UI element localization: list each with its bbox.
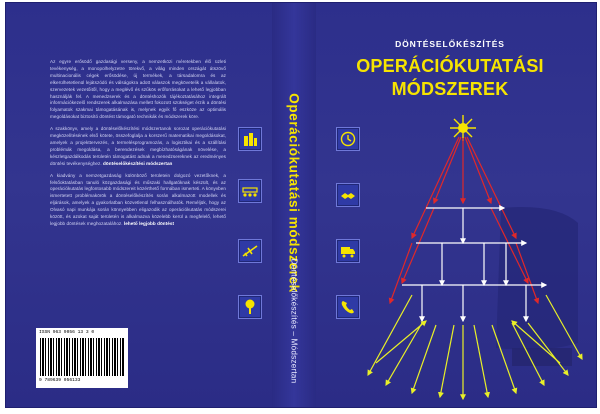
truck-icon [336, 239, 360, 263]
isbn-number: ISSN 963 9056 13 3 0 [39, 330, 95, 335]
clock-icon [336, 127, 360, 151]
barcode-digits: 9 789639 056133 [39, 378, 81, 383]
tree-icon [238, 295, 262, 319]
book-spine [272, 3, 316, 407]
cover-kicker: DÖNTÉSELŐKÉSZÍTÉS [395, 39, 505, 49]
barcode-icon [40, 338, 124, 376]
airplane-icon [238, 239, 262, 263]
monitor-shape [496, 207, 578, 350]
building-icon [238, 127, 262, 151]
book-cover [6, 3, 596, 407]
handshake-icon [336, 183, 360, 207]
conveyor-icon [238, 179, 262, 203]
blurb-paragraph-1: Az egyre erősödő gazdasági verseny, a nemzetközi méretekben élő üzleti tevékenység, a monopolhelyzetre törekvő, a világ minden országát átszövő multinacionális cégek erősödése, új termékek, a társadalomra és az elkerülhetetlenül lejátszódó és válságokra adott válaszok megkövetelik a vállalatok, szervezetek vezetőitől, hogy a meglévő és szűkös erőforrásokat a lehető legjobban használják fel. A menedzserek és a döntéshozók tájékoztatásához integrált információkezelő rendszerek alkalmazása mellett fokozott szükséget érzik a döntési folyamatok szakmai támogatásának is, melynek egyik fő eszköze az optimális megoldásokat biztosító döntést támogató technikák és módszerek köre. [50, 59, 226, 120]
back-cover-blurb [50, 59, 226, 233]
back-cover [6, 3, 272, 407]
monitor-base-shape [512, 348, 572, 366]
telephone-icon [336, 295, 360, 319]
cover-title-line-2: MÓDSZEREK [391, 79, 509, 99]
spine-author: Döntéselőkészítés – Módszertan [289, 258, 299, 384]
barcode-label [36, 328, 128, 388]
blurb-paragraph-3: A kiadvány a nemzetgazdaság különböző területein dolgozó vezetőknek, a felsőoktatásban tanuló közgazdasági és műszaki hallgatóknak készült, és az operációkutatás legfontosabb módszereit közérthető formában ismerteti. A könyvben ismertetett problémakörök a döntéselőkészítés során alkalmazott modellek és eljárások, amelyek a gyakorlatban közvetlenül felhasználhatók. Reméljük, hogy az Olvasó napi munkája során könnyebben eligazodik az operációkutatás módszerei között, és azokat saját területén is alkalmazva közelebb kerül a megfelelő, lehető legjobb döntések meghozatalához. lehető legjobb döntést [50, 172, 226, 226]
star-icon [450, 115, 476, 141]
cover-title-line-1: OPERÁCIÓKUTATÁSI [356, 56, 544, 76]
blurb-paragraph-2: A szakkönyv, amely a döntéselőkészítési módszertanok sorozat operációkutatási megközelítésének első kötete, összefoglalja a korszerű matematikai megoldásokat, amelyek a projekttervezés, a termelésprogramozás, a logisztikai és a szállítási problémák megoldása, a berendezések megbízhatóságának növelése, a készletgazdálkodás területén támogatást adnak a menedzsereknek az eredményes döntési tevékenységhez. döntéselőkészítési módszertan [50, 126, 226, 166]
spine-title: Operációkutatási módszerek [286, 93, 302, 293]
